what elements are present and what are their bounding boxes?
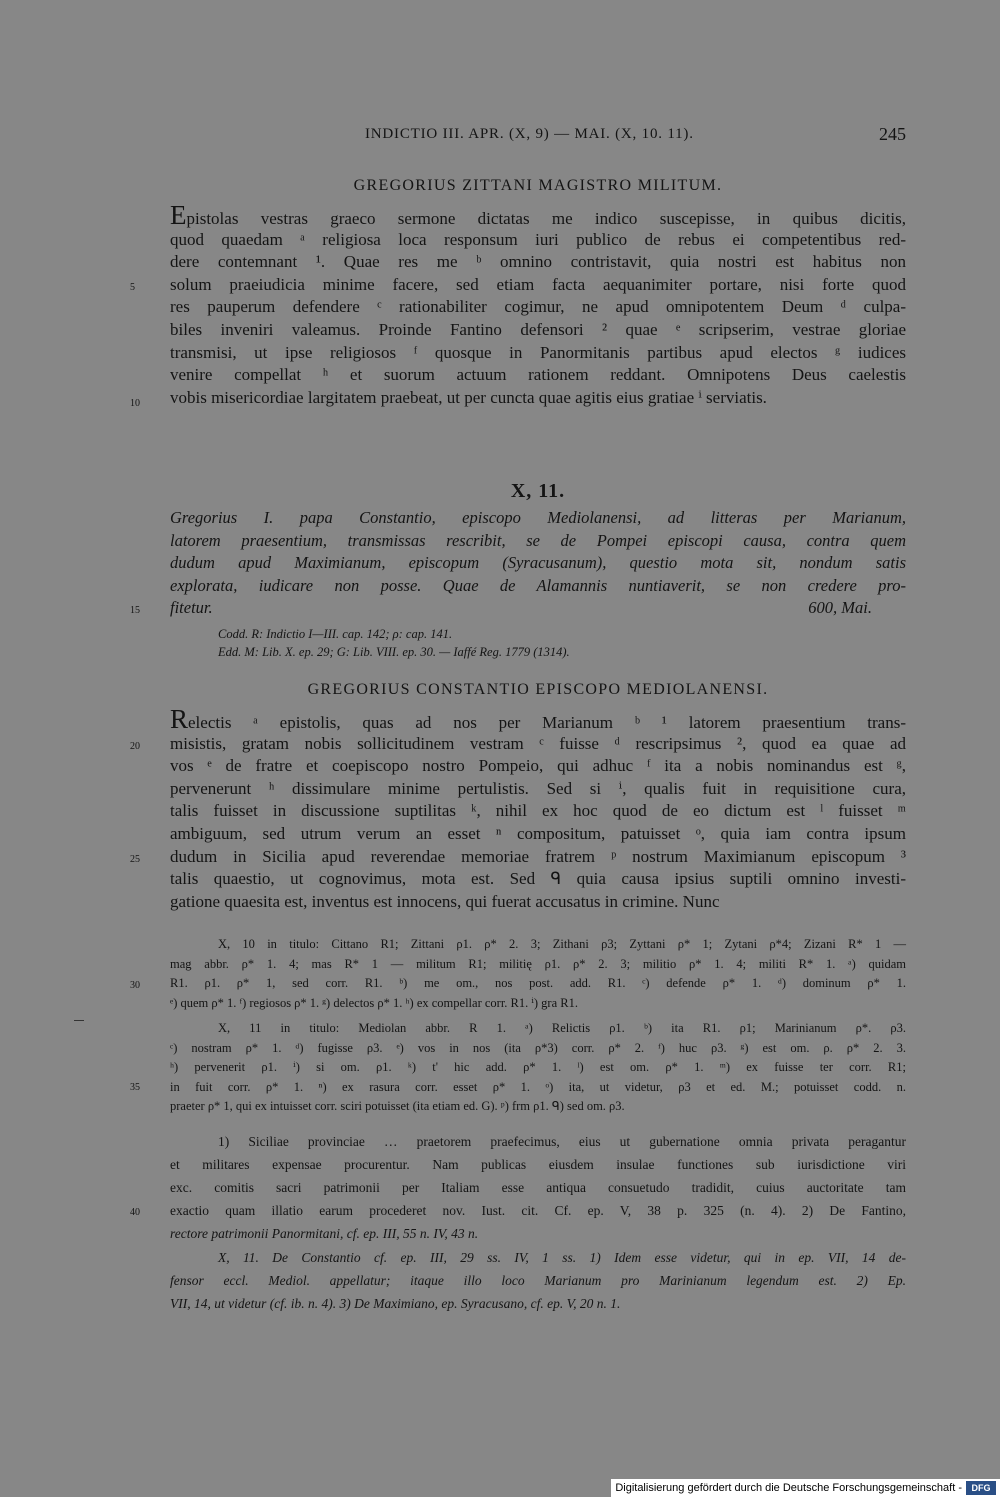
letter1-line: dere contemnant ¹. Quae res me ᵇ omnino contristavit, quia nostri est habitus non — [170, 252, 906, 272]
line-number: 15 — [130, 605, 140, 616]
dfg-logo: DFG — [966, 1481, 996, 1495]
apparatus-line: mag abbr. ρ* 1. 4; mas R* 1 — militum R1; militię ρ1. ρ* 2. 3; militio ρ* 1. 4; militi R* 1. ᵃ) quidam — [170, 956, 906, 971]
letter2-line: vos ᵉ de fratre et coepiscopo nostro Pompeio, qui adhuc ᶠ ita a nobis nominandus est ᵍ, — [170, 756, 906, 776]
letter1-line: res pauperum defendere ᶜ rationabiliter cogimur, ne apud omnipotentem Deum ᵈ culpa- — [170, 297, 906, 317]
codices-line: Codd. R: Indictio I—III. cap. 142; ρ: cap. 141. — [218, 627, 453, 641]
footnote-line: et militares expensae procurentur. Nam publicas eiusdem insulae functiones sub iurisdictione viri — [170, 1157, 906, 1172]
drop-initial: R — [170, 704, 189, 734]
letter2-title: GREGORIUS CONSTANTIO EPISCOPO MEDIOLANENSI. — [307, 681, 769, 698]
letter1-line: transmisi, ut ipse religiosos ᶠ quosque in Panormitanis partibus apud electos ᵍ iudices — [170, 342, 906, 362]
running-head: INDICTIO III. APR. (X, 9) — MAI. (X, 10. 11). — [365, 126, 694, 142]
page-number: 245 — [879, 124, 906, 144]
letter1-line: solum praeiudicia minime facere, sed etiam facta aequanimiter portare, nisi forte quod — [170, 274, 906, 294]
letter1-body — [170, 200, 906, 409]
letter1-title: GREGORIUS ZITTANI MAGISTRO MILITUM. — [353, 177, 723, 194]
line-number: 20 — [130, 741, 140, 752]
line-number: 30 — [130, 980, 140, 991]
footnote-line: fensor eccl. Mediol. appellatur; itaque illo loco Marianum pro Marinianum legendum est. 2) Ep. — [170, 1273, 906, 1288]
apparatus-line: X, 11 in titulo: Mediolan abbr. R 1. ᵃ) Relictis ρ1. ᵇ) ita R1. ρ1; Marinianum ρ*. ρ3. — [218, 1021, 906, 1035]
letter2-line: dudum in Sicilia apud reverendae memoriae fratrem ᵖ nostrum Maximianum episcopum ³ — [170, 846, 906, 866]
line-number: 25 — [130, 854, 140, 865]
codices — [218, 625, 570, 661]
apparatus-line: X, 10 in titulo: Cittano R1; Zittani ρ1. ρ* 2. 3; Zithani ρ3; Zyttani ρ* 1; Zytani ρ*4; Zizani R* 1 — — [218, 937, 906, 951]
footnote-line: VII, 14, ut videtur (cf. ib. n. 4). 3) De Maximiano, ep. Syracusano, cf. ep. V, 20 n. 1. — [170, 1296, 621, 1311]
summary-line: Gregorius I. papa Constantio, episcopo Mediolanensi, ad litteras per Marianum, — [170, 508, 906, 527]
letter1-line: venire compellat ʰ et suorum actuum rationem reddant. Omnipotens Deus caelestis — [170, 365, 906, 385]
footnotes-x11 — [170, 1246, 906, 1315]
letter1-line: Epistolas vestras graeco sermone dictatas me indico suscepisse, in quibus dicitis, — [170, 200, 906, 230]
apparatus-line: in fuit corr. ρ* 1. ⁿ) ex rasura corr. esset ρ* 1. ᵒ) ita, ut videtur, ρ3 et ed. M.; potuisset codd. n. — [170, 1079, 906, 1094]
drop-initial: E — [170, 200, 187, 230]
footer-text: Digitalisierung gefördert durch die Deutsche Forschungsgemeinschaft - — [615, 1482, 962, 1494]
codices-line: Edd. M: Lib. X. ep. 29; G: Lib. VIII. ep. 30. — Iaffé Reg. 1779 (1314). — [218, 645, 570, 659]
letter2-line: gatione quaesita est, inventus est innocens, qui fuerat accusatus in crimine. Nunc — [170, 891, 720, 911]
apparatus-line: ᶜ) nostram ρ* 1. ᵈ) fugisse ρ3. ᵉ) vos in nos (ita ρ*3) corr. ρ* 2. ᶠ) huc ρ3. ᵍ) est om. ρ. ρ* 2. 3. — [170, 1040, 906, 1055]
footnotes-x10 — [170, 1130, 906, 1245]
footnote-line: rectore patrimonii Panormitani, cf. ep. III, 55 n. IV, 43 n. — [170, 1226, 479, 1241]
footnote-line: exc. comitis sacri patrimonii per Italiam esse antiqua consuetudo tradidit, cuius auctoritate tam — [170, 1180, 906, 1195]
footnote-line: 1) Siciliae provinciae … praetorem praefecimus, eius ut gubernatione omnia privata peragantur — [218, 1134, 906, 1149]
date: 600, Mai. — [808, 598, 872, 618]
running-header — [170, 126, 906, 150]
letter2-body — [170, 704, 906, 913]
line-number: 5 — [130, 282, 135, 293]
footnote-line: exactio quam illatio earum procederet nov. Iust. cit. Cf. ep. V, 38 p. 325 (n. 4). 2) De Fantino, — [170, 1203, 906, 1218]
apparatus-x11 — [170, 1019, 906, 1117]
line-number: 35 — [130, 1082, 140, 1093]
margin-mark — [74, 1020, 84, 1021]
apparatus-line: ʰ) pervenerit ρ1. ⁱ) si om. ρ1. ᵏ) t' hic add. ρ* 1. ˡ) est om. ρ* 1. ᵐ) ex fuisse ter corr. R1; — [170, 1060, 906, 1074]
summary-line: latorem praesentium, transmissas rescribit, se de Pompei episcopi causa, contra quem — [170, 530, 906, 550]
summary-line: dudum apud Maximianum, episcopum (Syracusanum), questio mota sit, nondum satis — [170, 553, 906, 573]
summary-line: explorata, iudicare non posse. Quae de Alamannis nuntiaverit, se non credere pro- — [170, 575, 906, 595]
footnote-line: X, 11. De Constantio cf. ep. III, 29 ss. IV, 1 ss. 1) Idem esse videtur, qui in ep. VII, 14 de- — [218, 1250, 906, 1265]
apparatus-line: ᵉ) quem ρ* 1. ᶠ) regiosos ρ* 1. ᵍ) delectos ρ* 1. ʰ) ex compellar corr. R1. ⁱ) gra R1. — [170, 995, 578, 1010]
letter1-line: biles inveniri valeamus. Proinde Fantino defensori ² quae ᵉ scripserim, vestrae gloriae — [170, 319, 906, 339]
letter1-line: quod quaedam ᵃ religiosa loca responsum iuri publico de rebus ei competentibus red- — [170, 229, 906, 249]
letter2-line: talis fuisset in discussione suptilitas ᵏ, nihil ex hoc quod de eo dictum est ˡ fuisset ᵐ — [170, 801, 906, 821]
letter2-line: Relectis ᵃ epistolis, quas ad nos per Marianum ᵇ ¹ latorem praesentium trans- — [170, 704, 906, 734]
letter2-line: misistis, gratam nobis sollicitudinem vestram ᶜ fuisse ᵈ rescripsimus ², quod ea quae ad — [170, 733, 906, 753]
apparatus-x10 — [170, 935, 906, 1013]
summary-line: fitetur. 600, Mai. — [170, 597, 906, 620]
summary — [170, 507, 906, 620]
letter2-line: talis quaestio, ut cognovimus, mota est. Sed ᑫ quia causa ipsius suptili omnino investi- — [170, 869, 906, 889]
letter2-line: pervenerunt ʰ dissimulare minime pertulistis. Sed si ⁱ, qualis fuit in requisitione cura, — [170, 778, 906, 798]
apparatus-line: R1. ρ1. ρ* 1, sed corr. R1. ᵇ) me om., nos post. add. R1. ᶜ) defende ρ* 1. ᵈ) dominum ρ* 1. — [170, 976, 906, 990]
apparatus-line: praeter ρ* 1, qui ex intuisset corr. sciri potuisset (ita etiam ed. G). ᵖ) frm ρ1. ᑫ) sed om. ρ3. — [170, 1099, 625, 1113]
letter2-line: ambiguum, sed utrum verum an esset ⁿ compositum, patuisset ᵒ, quia iam contra ipsum — [170, 823, 906, 843]
line-number: 10 — [130, 398, 140, 409]
section-number: X, 11. — [510, 480, 566, 502]
line-number: 40 — [130, 1207, 140, 1218]
letter1-line: vobis misericordiae largitatem praebeat, ut per cuncta quae agitis eius gratiae ⁱ serviatis. — [170, 387, 767, 407]
dfg-footer — [611, 1479, 1000, 1497]
